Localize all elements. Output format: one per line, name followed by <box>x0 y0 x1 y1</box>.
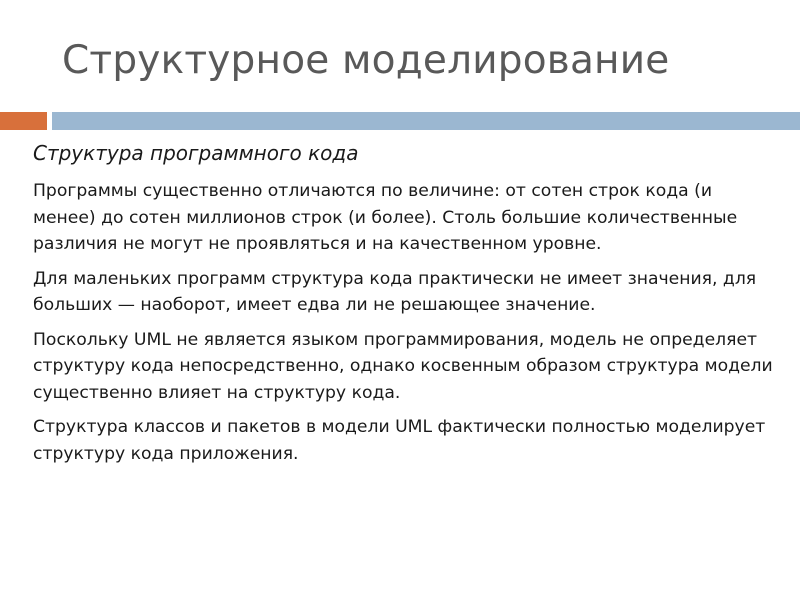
slide-subtitle: Структура программного кода <box>33 141 359 165</box>
paragraph-structure-importance: Для маленьких программ структура кода практически не имеет значения, для больших — наоборот, имеет едва ли не решающее значение. <box>33 268 757 315</box>
slide-content <box>33 140 778 475</box>
title-divider-bar <box>52 112 800 130</box>
paragraph-uml-not-language: Поскольку UML не является языком программирования, модель не определяет структуру кода непосредственно, однако косвенным образом структура модели существенно влияет на структуру кода. <box>33 329 773 403</box>
slide-title: Структурное моделирование <box>62 38 670 83</box>
paragraph-program-size: Программы существенно отличаются по величине: от сотен строк кода (и менее) до сотен миллионов строк (и более). Столь большие количественные различия не могут не проявляться и на качественном уровне. <box>33 181 738 254</box>
paragraph-classes-packages: Структура классов и пакетов в модели UML фактически полностью моделирует структуру кода приложения. <box>33 417 766 464</box>
title-accent-bar <box>0 112 47 130</box>
